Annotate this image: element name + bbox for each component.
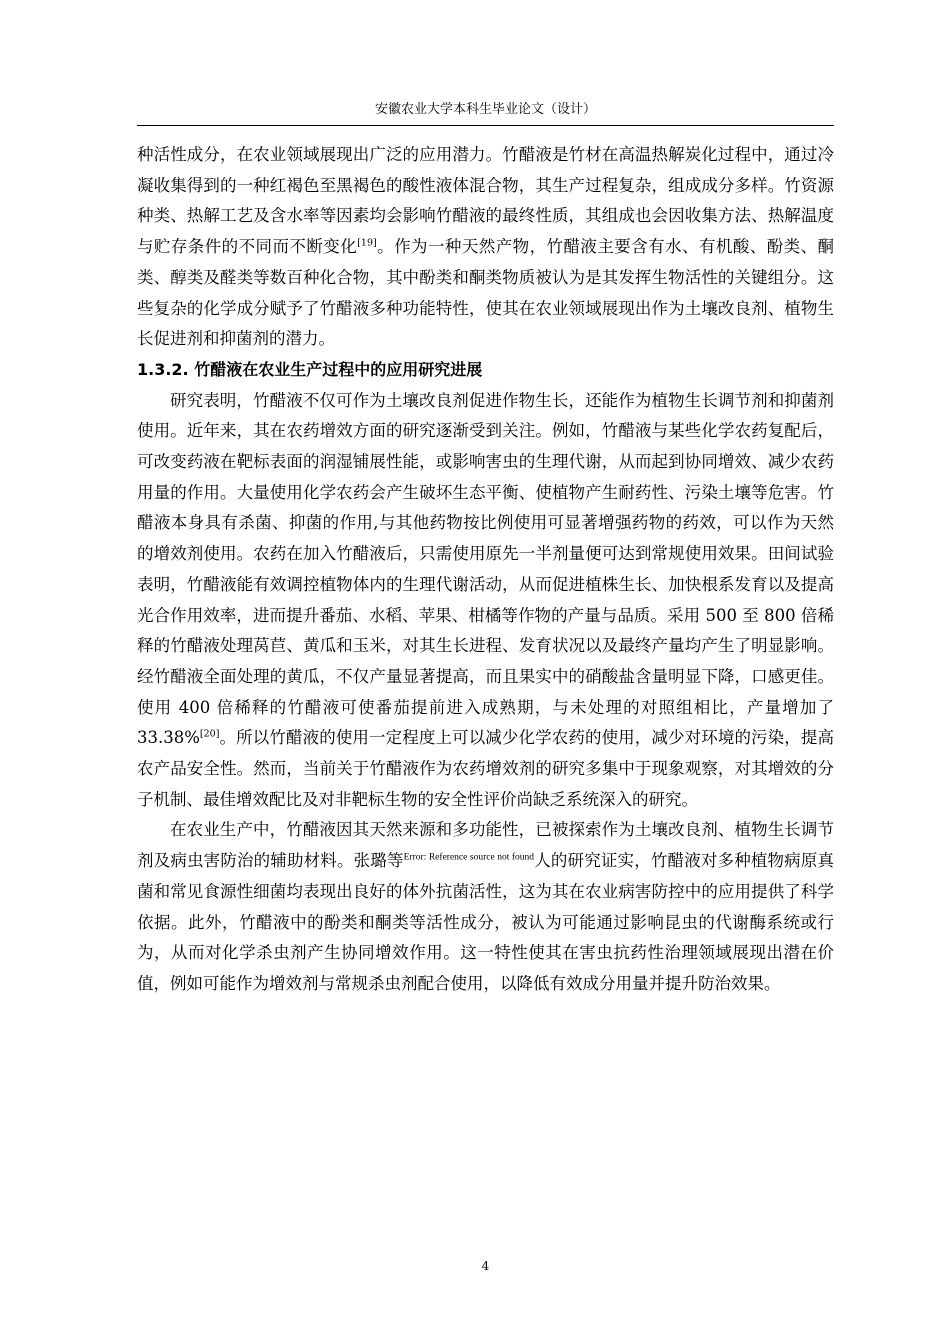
paragraph-3 [137, 815, 834, 999]
paragraph-3-text-b: 人的研究证实，竹醋液对多种植物病原真菌和常见食源性细菌均表现出良好的体外抗菌活性，这为其在农业病害防控中的应用提供了科学依据。此外，竹醋液中的酚类和酮类等活性成分，被认为可能通过影响昆虫的代谢酶系统或行为，从而对化学杀虫剂产生协同增效作用。这一特性使其在害虫抗药性治理领域展现出潜在价值，例如可能作为增效剂与常规杀虫剂配合使用，以降低有效成分用量并提升防治效果。 [137, 851, 835, 993]
paragraph-1 [137, 140, 834, 355]
citation-20[interactable]: [20] [199, 728, 220, 740]
paragraph-2 [137, 386, 834, 816]
page-header: 安徽农业大学本科生毕业论文（设计） [374, 102, 596, 117]
page-number: 4 [481, 1259, 490, 1273]
document-body [137, 140, 834, 1000]
paragraph-1-text-a: 种活性成分，在农业领域展现出广泛的应用潜力。竹醋液是竹材在高温热解炭化过程中，通过冷凝收集得到的一种红褐色至黑褐色的酸性液体混合物，其生产过程复杂，组成成分多样。竹资源种类、热解工艺及含水率等因素均会影响竹醋液的最终性质，其组成也会因收集方法、热解温度与贮存条件的不同而不断变化 [137, 145, 834, 257]
reference-error-note: Error: Reference source not found [403, 852, 535, 863]
paragraph-3-text-a: 在农业生产中，竹醋液因其天然来源和多功能性，已被探索作为土壤改良剂、植物生长调节剂及病虫害防治的辅助材料。张璐等 [137, 820, 834, 871]
paragraph-1-text-b: 。作为一种天然产物，竹醋液主要含有水、有机酸、酚类、酮类、醇类及醛类等数百种化合物，其中酚类和酮类物质被认为是其发挥生物活性的关键组分。这些复杂的化学成分赋予了竹醋液多种功能特性，使其在农业领域展现出作为土壤改良剂、植物生长促进剂和抑菌剂的潜力。 [137, 237, 835, 349]
paragraph-2-text-b: 。所以竹醋液的使用一定程度上可以减少化学农药的使用，减少对环境的污染，提高农产品安全性。然而，当前关于竹醋液作为农药增效剂的研究多集中于现象观察，对其增效的分子机制、最佳增效配比及对非靶标生物的安全性评价尚缺乏系统深入的研究。 [137, 728, 834, 809]
section-heading: 1.3.2. 竹醋液在农业生产过程中的应用研究进展 [137, 359, 483, 379]
citation-19[interactable]: [19] [357, 237, 377, 249]
paragraph-2-text-a: 研究表明，竹醋液不仅可作为土壤改良剂促进作物生长，还能作为植物生长调节剂和抑菌剂使用。近年来，其在农药增效方面的研究逐渐受到关注。例如，竹醋液与某些化学农药复配后，可改变药液在靶标表面的润湿铺展性能，或影响害虫的生理代谢，从而起到协同增效、减少农药用量的作用。大量使用化学农药会产生破坏生态平衡、使植物产生耐药性、污染土壤等危害。竹醋液本身具有杀菌、抑菌的作用,与其他药物按比例使用可显著增强药物的药效，可以作为天然的增效剂使用。农药在加入竹醋液后，只需使用原先一半剂量便可达到常规使用效果。田间试验表明，竹醋液能有效调控植物体内的生理代谢活动，从而促进植株生长、加快根系发育以及提高光合作用效率，进而提升番茄、水稻、苹果、柑橘等作物的产量与品质。采用 500 至 800 倍稀释的竹醋液处理莴苣、黄瓜和玉米，对其生长进程、发育状况以及最终产量均产生了明显影响。经竹醋液全面处理的黄瓜，不仅产量显著提高，而且果实中的硝酸盐含量明显下降，口感更佳。使用 400 倍稀释的竹醋液可使番茄提前进入成熟期，与未处理的对照组相比，产量增加了 33.38% [137, 390, 834, 748]
header-divider [137, 125, 834, 126]
